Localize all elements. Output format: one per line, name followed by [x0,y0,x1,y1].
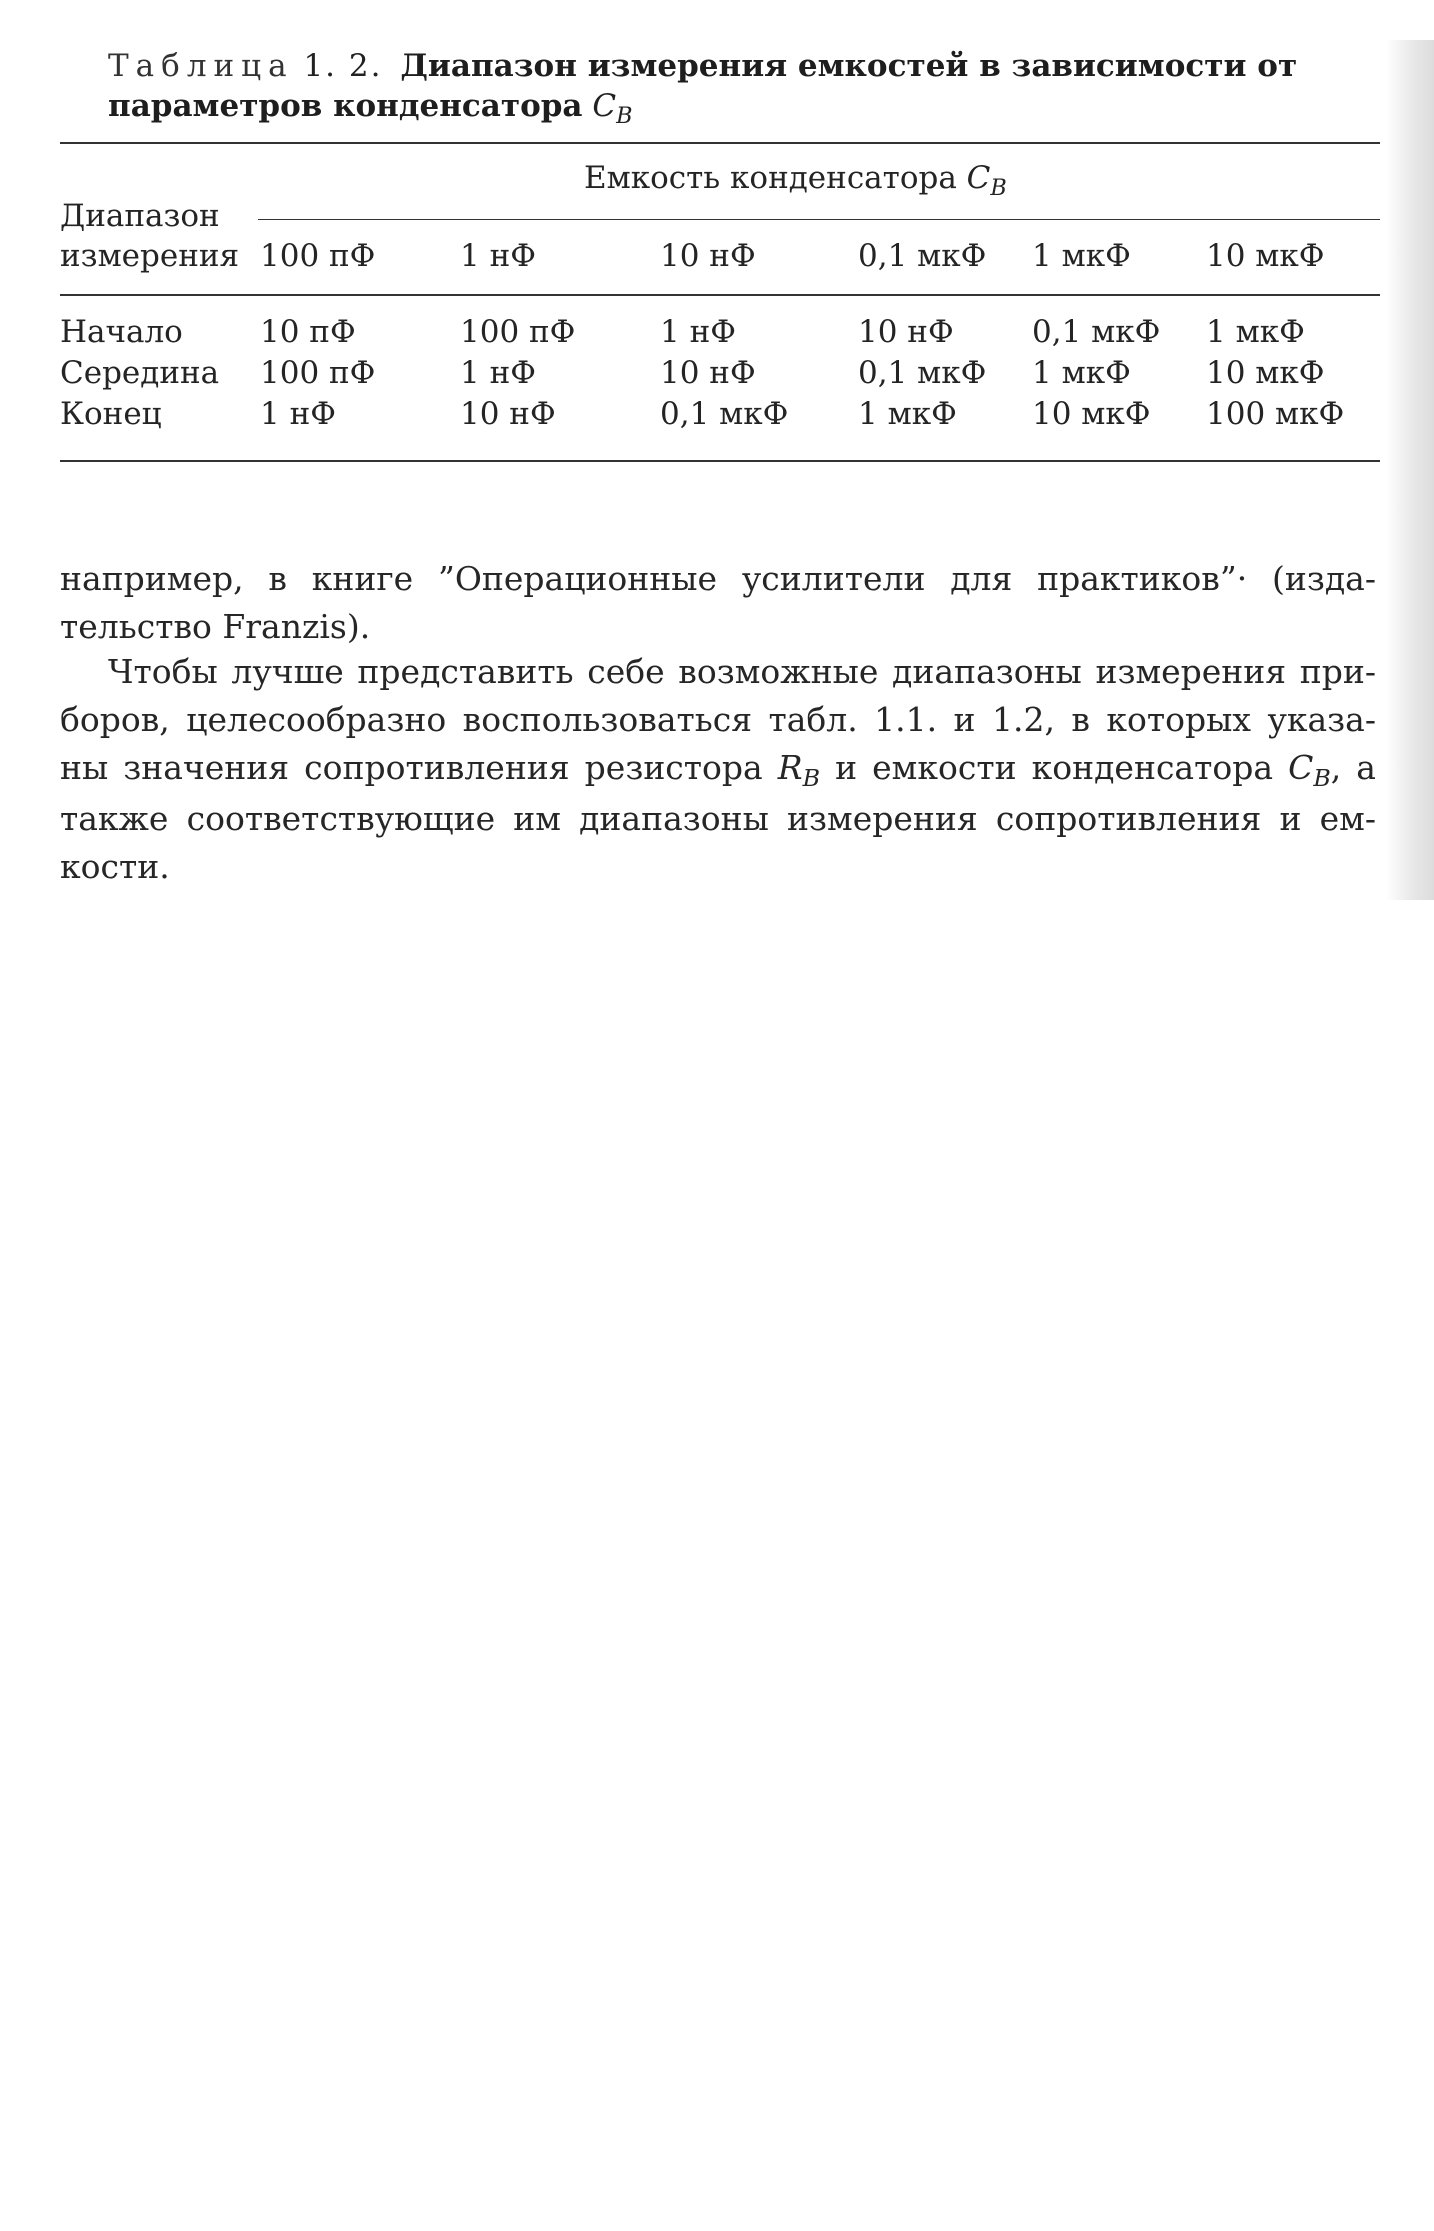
paragraph-line-with-symbols [60,744,1376,795]
column-header: 1 мкФ [1032,238,1131,274]
stub-header-line-1: Диапазон [60,198,220,234]
capacitor-symbol-letter: C [1288,748,1314,787]
table-cell: 1 нФ [660,314,736,350]
text-fragment: , а [1330,748,1376,787]
table-group-rule [258,219,1380,220]
paragraph-line: кости. [60,847,170,886]
table-cell: 1 мкФ [1206,314,1305,350]
column-header: 10 нФ [660,238,756,274]
resistor-symbol-letter: R [777,748,803,787]
table-cell: 100 пФ [460,314,576,350]
table-cell: 1 мкФ [858,396,957,432]
table-cell: 100 мкФ [1206,396,1345,432]
table-cell: 0,1 мкФ [858,355,987,391]
group-header-symbol-subscript: B [990,174,1007,201]
paragraph-line: Чтобы лучше представить себе возможные диапазоны измерения при- [108,652,1376,691]
text-fragment: и емкости конденсатора [835,748,1274,787]
table-cell: 10 пФ [260,314,356,350]
table-header-rule [60,294,1380,296]
table-cell: 1 нФ [460,355,536,391]
stub-header [60,196,239,276]
group-header [584,158,1007,201]
paragraph-line: также соответствующие им диапазоны измерения сопротивления и ем- [60,799,1376,838]
caption-label: Таблица [108,48,294,84]
table-top-rule [60,142,1380,144]
group-header-text: Емкость конденсатора [584,160,957,196]
table-cell: 10 мкФ [1032,396,1151,432]
resistor-symbol-subscript: B [802,764,821,793]
table-cell: 0,1 мкФ [1032,314,1161,350]
table-bottom-rule [60,460,1380,462]
paragraph-line: боров, целесообразно воспользоваться табл. 1.1. и 1.2, в которых указа- [60,700,1376,739]
text-fragment: ны значения сопротивления резистора [60,748,763,787]
column-header: 10 мкФ [1206,238,1325,274]
table-cell: 10 мкФ [1206,355,1325,391]
row-label: Начало [60,314,183,350]
caption-title: Диапазон измерения емкостей в зависимости от параметров конденсатора [108,48,1298,124]
table-cell: 10 нФ [660,355,756,391]
capacitor-symbol-subscript: B [1313,764,1331,793]
caption-symbol [592,88,633,129]
caption-number: 1. 2. [303,48,383,84]
capacitor-symbol [1288,748,1331,793]
row-label: Конец [60,396,162,432]
paragraph-line: например, в книге ”Операционные усилители для практиков”· (изда- [60,559,1376,598]
table-cell: 100 пФ [260,355,376,391]
table-caption [108,46,1348,129]
column-header: 1 нФ [460,238,536,274]
page-edge-shadow [1386,40,1434,900]
column-header: 0,1 мкФ [858,238,987,274]
paragraph-2 [60,648,1376,891]
table-cell: 1 мкФ [1032,355,1131,391]
group-header-symbol-letter: C [966,160,991,196]
column-header: 100 пФ [260,238,376,274]
table-cell: 10 нФ [858,314,954,350]
caption-symbol-letter: C [592,88,617,124]
caption-symbol-subscript: B [616,102,633,129]
table-cell: 1 нФ [260,396,336,432]
paragraph-line: тельство Franzis). [60,607,371,646]
group-header-symbol [966,160,1007,201]
table-cell: 10 нФ [460,396,556,432]
table-cell: 0,1 мкФ [660,396,789,432]
row-label: Середина [60,355,220,391]
resistor-symbol [777,748,821,793]
paragraph-1 [60,555,1376,651]
stub-header-line-2: измерения [60,238,240,274]
